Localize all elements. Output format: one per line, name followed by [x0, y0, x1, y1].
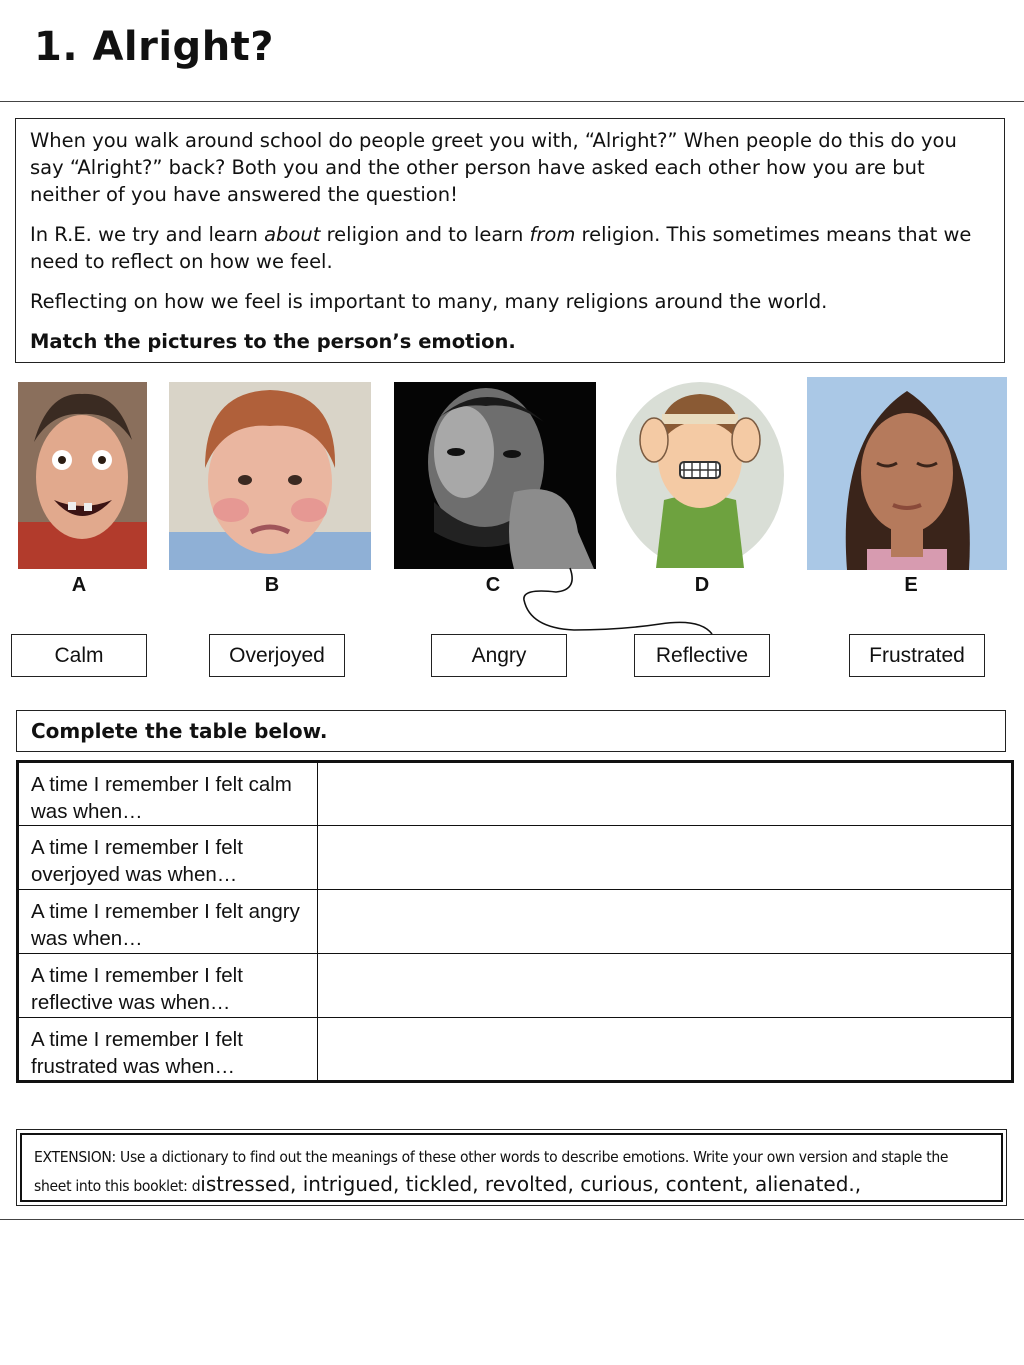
intro-paragraph-2: In R.E. we try and learn about religion and to learn from religion. This sometimes means that we need to reflect on how we feel.	[30, 223, 972, 273]
picture-c-reflective-man	[394, 382, 596, 569]
table-heading: Complete the table below.	[16, 710, 1006, 752]
emotion-box-calm[interactable]: Calm	[11, 634, 147, 677]
answer-cell-angry[interactable]	[318, 890, 1013, 954]
table-row	[18, 762, 1013, 826]
emphasis-about: about	[264, 223, 321, 246]
emotion-box-overjoyed[interactable]: Overjoyed	[209, 634, 345, 677]
intro-paragraph-1: When you walk around school do people greet you with, “Alright?” When people do this do you say “Alright?” back? Both you and the other person have asked each other how you are but neither of you have answered the question!	[30, 129, 957, 206]
extension-text	[20, 1133, 1003, 1202]
emotion-box-angry[interactable]: Angry	[431, 634, 567, 677]
answer-cell-calm[interactable]	[318, 762, 1013, 826]
row-prompt-overjoyed: A time I remember I felt overjoyed was when…	[18, 826, 318, 890]
footer-divider	[0, 1219, 1024, 1220]
picture-a-overjoyed-man	[18, 382, 147, 569]
emotion-box-reflective[interactable]: Reflective	[634, 634, 770, 677]
picture-e-calm-woman	[807, 377, 1007, 570]
matching-instruction: Match the pictures to the person’s emotion.	[30, 330, 516, 353]
row-prompt-angry: A time I remember I felt angry was when…	[18, 890, 318, 954]
table-row	[18, 890, 1013, 954]
answer-cell-frustrated[interactable]	[318, 1018, 1013, 1082]
picture-label-d: D	[694, 574, 710, 596]
memory-table	[16, 760, 1014, 1083]
picture-b-frowning-boy	[169, 382, 371, 570]
picture-label-a: A	[71, 574, 87, 596]
table-row	[18, 954, 1013, 1018]
page-title: 1. Alright?	[34, 24, 274, 70]
emotion-box-frustrated[interactable]: Frustrated	[849, 634, 985, 677]
table-row	[18, 826, 1013, 890]
picture-label-e: E	[904, 574, 918, 596]
intro-box	[15, 118, 1005, 363]
row-prompt-frustrated: A time I remember I felt frustrated was when…	[18, 1018, 318, 1082]
extension-box	[16, 1129, 1007, 1206]
picture-label-b: B	[264, 574, 280, 596]
picture-label-c: C	[485, 574, 501, 596]
extension-words: istressed, intrigued, tickled, revolted, curious, content, alienated.,	[200, 1172, 862, 1196]
row-prompt-reflective: A time I remember I felt reflective was when…	[18, 954, 318, 1018]
extension-lead: EXTENSION: Use a dictionary to find out the meanings of these other words to describe emotions. Write your own version and staple the sheet into this booklet: d	[34, 1148, 949, 1195]
table-row	[18, 1018, 1013, 1082]
picture-d-frustrated-cartoon	[614, 380, 786, 570]
title-divider	[0, 101, 1024, 102]
answer-cell-overjoyed[interactable]	[318, 826, 1013, 890]
intro-paragraph-3: Reflecting on how we feel is important to many, many religions around the world.	[30, 290, 828, 313]
emphasis-from: from	[529, 223, 576, 246]
row-prompt-calm: A time I remember I felt calm was when…	[18, 762, 318, 826]
answer-cell-reflective[interactable]	[318, 954, 1013, 1018]
